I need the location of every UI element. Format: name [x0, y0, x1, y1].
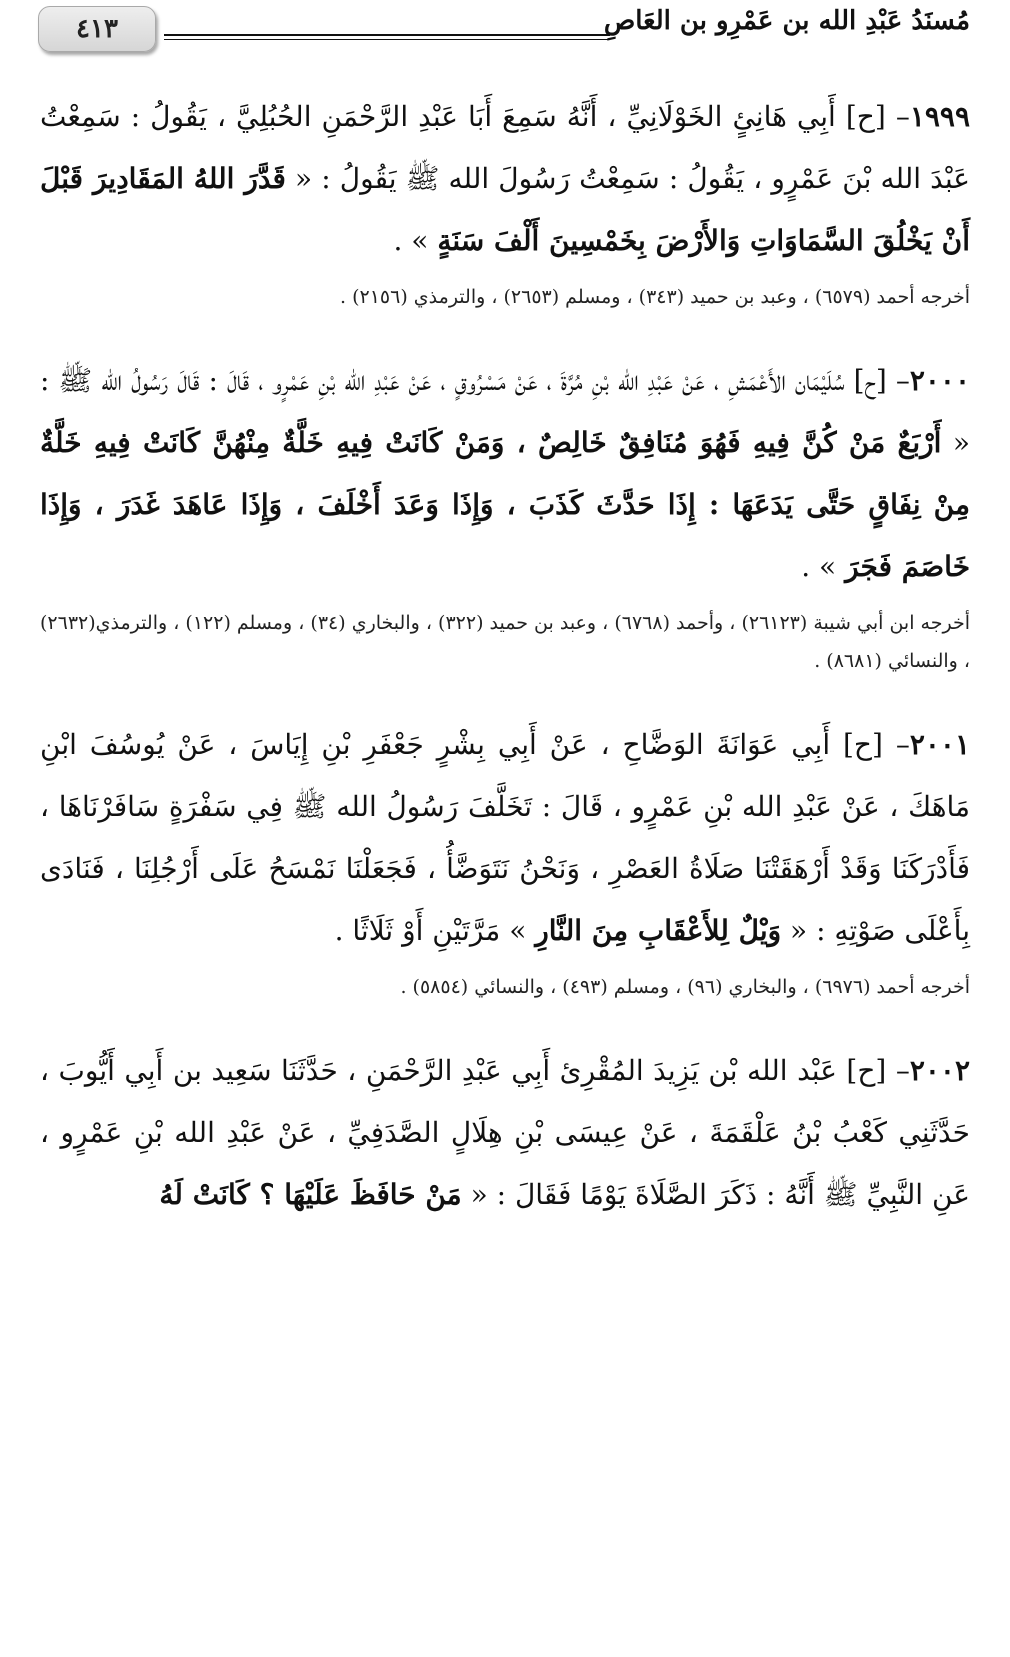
hadith-number: ٢٠٠٠	[909, 364, 970, 397]
takhrij-note: أخرجه أحمد (٦٥٧٩) ، وعبد بن حميد (٣٤٣) ، ومسلم (٢٦٥٣) ، والترمذي (٢١٥٦) .	[340, 286, 970, 308]
hadith-ending: » .	[393, 224, 429, 257]
hadith-block-2002	[40, 1040, 970, 1226]
hadith-block-2001	[40, 714, 970, 1006]
hadith-text	[40, 714, 970, 962]
page-content	[40, 86, 970, 1260]
hadith-text	[40, 1040, 970, 1226]
hadith-matn: أَرْبَعٌ مَنْ كُنَّ فِيهِ فَهُوَ مُنَافِقٌ خَالِصٌ ، وَمَنْ كَانَتْ فِيهِ خَلَّةٌ مِنْهُنَّ كَانَتْ فِيهِ خَلَّةٌ مِنْ نِفَاقٍ حَتَّى يَدَعَهَا : إِذَا حَدَّثَ كَذَبَ ، وَإِذَا وَعَدَ أَخْلَفَ ، وَإِذَا عَاهَدَ غَدَرَ ، وَإِذَا خَاصَمَ فَجَرَ	[40, 426, 970, 583]
hadith-number: ١٩٩٩	[909, 100, 970, 133]
page-header	[38, 6, 970, 60]
page-number-badge	[38, 6, 156, 52]
running-title: مُسنَدُ عَبْدِ الله بن عَمْرِو بن العَاصِ	[603, 6, 970, 36]
takhrij-note: أخرجه ابن أبي شيبة (٢٦١٢٣) ، وأحمد (٦٧٦٨) ، وعبد بن حميد (٣٢٢) ، والبخاري (٣٤) ، ومسلم (١٢٢) ، والترمذي(٢٦٣٢) ، والنسائي (٨٦٨١) .	[40, 612, 970, 672]
hadith-block-1999	[40, 86, 970, 316]
hadith-ending: » مَرَّتَيْنِ أَوْ ثَلَاثًا .	[334, 914, 527, 947]
page-number: ٤١٣	[76, 14, 118, 44]
hadith-isnad: – [ح] سُلَيْمَان الأَعْمَشِ ، عَنْ عَبْدِ الله بْنِ مُرَّةَ ، عَنْ مَسْرُوقٍ ، عَنْ عَبْدِ الله بْنِ عَمْرٍو ، قَالَ : قَالَ رَسُولُ الله ﷺ : «	[40, 364, 970, 459]
hadith-number: ٢٠٠٢	[909, 1054, 970, 1087]
hadith-text	[40, 350, 970, 598]
header-rule	[164, 34, 610, 40]
hadith-text	[40, 86, 970, 272]
hadith-block-2000	[40, 350, 970, 680]
hadith-isnad: – [ح] عَبْد الله بْن يَزِيدَ المُقْرِئ أَبِي عَبْدِ الرَّحْمَنِ ، حَدَّثَنَا سَعِيد بن أَبِي أَيُّوبَ ، حَدَّثَنِي كَعْبُ بْنُ عَلْقَمَةَ ، عَنْ عِيسَى بْنِ هِلَالٍ الصَّدَفِيِّ ، عَنْ عَبْدِ الله بْنِ عَمْرٍو ، عَنِ النَّبِيِّ ﷺ أَنَّهُ : ذَكَرَ الصَّلَاةَ يَوْمًا فَقَالَ : «	[40, 1054, 970, 1211]
hadith-matn: قَدَّرَ اللهُ المَقَادِيرَ قَبْلَ أَنْ يَخْلُقَ السَّمَاوَاتِ وَالأَرْضَ بِخَمْسِينَ أَلْفَ سَنَةٍ	[40, 162, 970, 257]
hadith-isnad: – [ح] أَبِي عَوَانَةَ الوَضَّاحِ ، عَنْ أَبِي بِشْرٍ جَعْفَرِ بْنِ إِيَاسَ ، عَنْ يُوسُفَ ابْنِ مَاهَكَ ، عَنْ عَبْدِ الله بْنِ عَمْرٍو ، قَالَ : تَخَلَّفَ رَسُولُ الله ﷺ فِي سَفْرَةٍ سَافَرْنَاهَا ، فَأَدْرَكَنَا وَقَدْ أَرْهَقَتْنَا صَلَاةُ العَصْرِ ، وَنَحْنُ نَتَوَضَّأُ ، فَجَعَلْنَا نَمْسَحُ عَلَى أَرْجُلِنَا ، فَنَادَى بِأَعْلَى صَوْتِهِ : «	[40, 728, 970, 947]
hadith-matn: مَنْ حَافَظَ عَلَيْهَا ؟ كَانَتْ لَهُ	[159, 1178, 462, 1211]
takhrij-note: أخرجه أحمد (٦٩٧٦) ، والبخاري (٩٦) ، ومسلم (٤٩٣) ، والنسائي (٥٨٥٤) .	[400, 976, 970, 998]
hadith-ending: » .	[801, 550, 837, 583]
hadith-isnad: – [ح] أَبِي هَانِئٍ الخَوْلَانِيِّ ، أَنَّهُ سَمِعَ أَبَا عَبْدِ الرَّحْمَنِ الحُبُلِيَّ ، يَقُولُ : سَمِعْتُ عَبْدَ الله بْنَ عَمْرٍو ، يَقُولُ : سَمِعْتُ رَسُولَ الله ﷺ يَقُولُ : «	[40, 100, 971, 195]
hadith-matn: وَيْلٌ لِلأَعْقَابِ مِنَ النَّارِ	[535, 914, 782, 947]
hadith-number: ٢٠٠١	[909, 728, 970, 761]
